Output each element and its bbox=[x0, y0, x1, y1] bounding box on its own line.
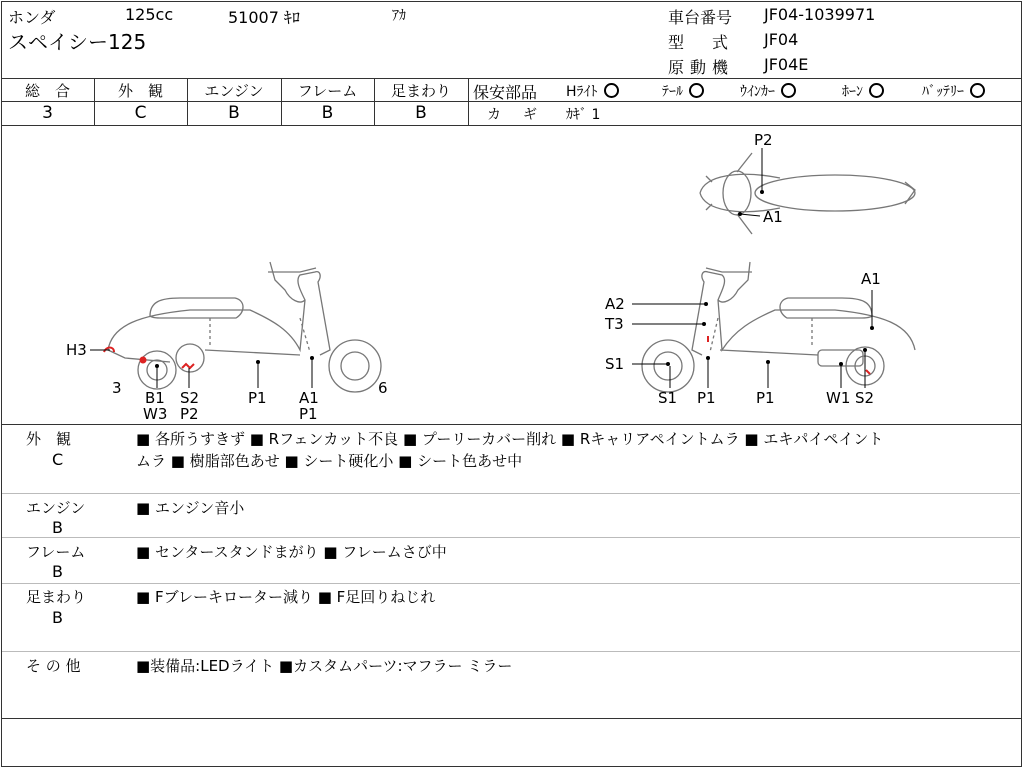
diagram-label: T3 bbox=[605, 315, 624, 333]
displacement: 125cc bbox=[125, 5, 174, 24]
scooter-left-side-view bbox=[108, 262, 381, 392]
diagram-label: S1 bbox=[605, 355, 625, 373]
rule bbox=[1, 424, 1021, 425]
note-text-exterior-2: ムラ ■ 樹脂部色あせ ■ シート硬化小 ■ シート色あせ中 bbox=[136, 452, 523, 470]
diagram-label: P2 bbox=[754, 131, 773, 149]
rule bbox=[1, 78, 1021, 79]
ok-circle-icon bbox=[689, 83, 704, 98]
diagram-label: A1 bbox=[299, 389, 319, 407]
rule bbox=[1, 718, 1021, 719]
score-header-suspension: 足まわり bbox=[390, 82, 451, 100]
safety-title: 保安部品 bbox=[473, 83, 538, 102]
note-category-engine: エンジン bbox=[26, 499, 86, 517]
divider bbox=[2, 583, 1020, 584]
diagram-label: B1 bbox=[145, 389, 165, 407]
diagram-label: S2 bbox=[180, 389, 200, 407]
note-text-engine: ■ エンジン音小 bbox=[136, 499, 245, 517]
mileage: 51007 ｷﾛ bbox=[228, 8, 300, 27]
safety-item-tail: ﾃｰﾙ bbox=[662, 81, 704, 101]
diagram-label: A1 bbox=[763, 208, 783, 226]
type-value: JF04 bbox=[764, 30, 799, 49]
rule bbox=[468, 78, 469, 125]
diagram-label: P2 bbox=[180, 405, 199, 423]
rule bbox=[468, 101, 1021, 102]
maker: ホンダ bbox=[8, 8, 56, 27]
note-grade-frame: B bbox=[52, 562, 63, 581]
ok-circle-icon bbox=[604, 83, 619, 98]
score-exterior: C bbox=[134, 103, 147, 123]
model-name: スペイシー125 bbox=[8, 30, 147, 54]
score-overall: 3 bbox=[42, 103, 53, 123]
score-header-engine: エンジン bbox=[204, 82, 264, 100]
key-value: ｶｷﾞ 1 bbox=[566, 107, 601, 123]
engine-label: 原動機 bbox=[668, 58, 735, 77]
engine-value: JF04E bbox=[764, 55, 809, 74]
note-category-exterior: 外 観 bbox=[26, 430, 72, 448]
diagram-label: S2 bbox=[855, 389, 875, 407]
divider bbox=[2, 493, 1020, 494]
score-engine: B bbox=[228, 103, 240, 123]
rule bbox=[1, 101, 468, 102]
diagram-label: P1 bbox=[756, 389, 775, 407]
scooter-top-view bbox=[700, 153, 915, 234]
divider bbox=[2, 651, 1020, 652]
diagram-label: H3 bbox=[66, 341, 87, 359]
diagram-label: A2 bbox=[605, 295, 625, 313]
note-text-exterior-1: ■ 各所うすきず ■ Rフェンカット不良 ■ プーリーカバー削れ ■ Rキャリアペイントムラ ■ エキパイペイント bbox=[136, 430, 884, 448]
color: ｱｶ bbox=[392, 8, 406, 24]
ok-circle-icon bbox=[869, 83, 884, 98]
score-suspension: B bbox=[415, 103, 427, 123]
note-grade-exterior: C bbox=[52, 450, 64, 469]
safety-item-horn: ﾎｰﾝ bbox=[842, 81, 884, 101]
frame-no-label: 車台番号 bbox=[668, 8, 733, 27]
diagram-label: P1 bbox=[299, 405, 318, 423]
note-text-frame: ■ センタースタンドまがり ■ フレームさび中 bbox=[136, 543, 447, 561]
safety-item-battery: ﾊﾞｯﾃﾘｰ bbox=[922, 81, 985, 101]
diagram-label: 6 bbox=[378, 379, 388, 397]
diagram-label: W3 bbox=[143, 405, 168, 423]
diagram-label: A1 bbox=[861, 270, 881, 288]
diagram-label: P1 bbox=[248, 389, 267, 407]
key-label: カ ギ bbox=[487, 107, 541, 123]
note-grade-suspension: B bbox=[52, 608, 63, 627]
note-grade-engine: B bbox=[52, 518, 63, 537]
safety-item-headlight: Hﾗｲﾄ bbox=[566, 81, 619, 101]
safety-item-winker: ｳｲﾝｶｰ bbox=[740, 81, 796, 101]
divider bbox=[2, 537, 1020, 538]
ok-circle-icon bbox=[970, 83, 985, 98]
ok-circle-icon bbox=[781, 83, 796, 98]
score-header-overall: 総 合 bbox=[24, 82, 70, 100]
type-label: 型 式 bbox=[668, 33, 735, 52]
score-header-exterior: 外 観 bbox=[117, 82, 163, 100]
diagram-label: P1 bbox=[697, 389, 716, 407]
note-category-frame: フレーム bbox=[26, 543, 86, 561]
diagram-label: 3 bbox=[112, 379, 122, 397]
diagram-label: W1 bbox=[826, 389, 851, 407]
note-text-other: ■装備品:LEDライト ■カスタムパーツ:マフラー ミラー bbox=[136, 657, 513, 675]
note-category-other: そ の 他 bbox=[26, 657, 81, 675]
frame-no: JF04-1039971 bbox=[764, 5, 876, 24]
note-text-suspension: ■ Fブレーキローター減り ■ F足回りねじれ bbox=[136, 588, 436, 606]
score-header-frame: フレーム bbox=[297, 82, 358, 100]
score-frame: B bbox=[321, 103, 334, 123]
diagram-label: S1 bbox=[658, 389, 678, 407]
note-category-suspension: 足まわり bbox=[26, 588, 87, 606]
